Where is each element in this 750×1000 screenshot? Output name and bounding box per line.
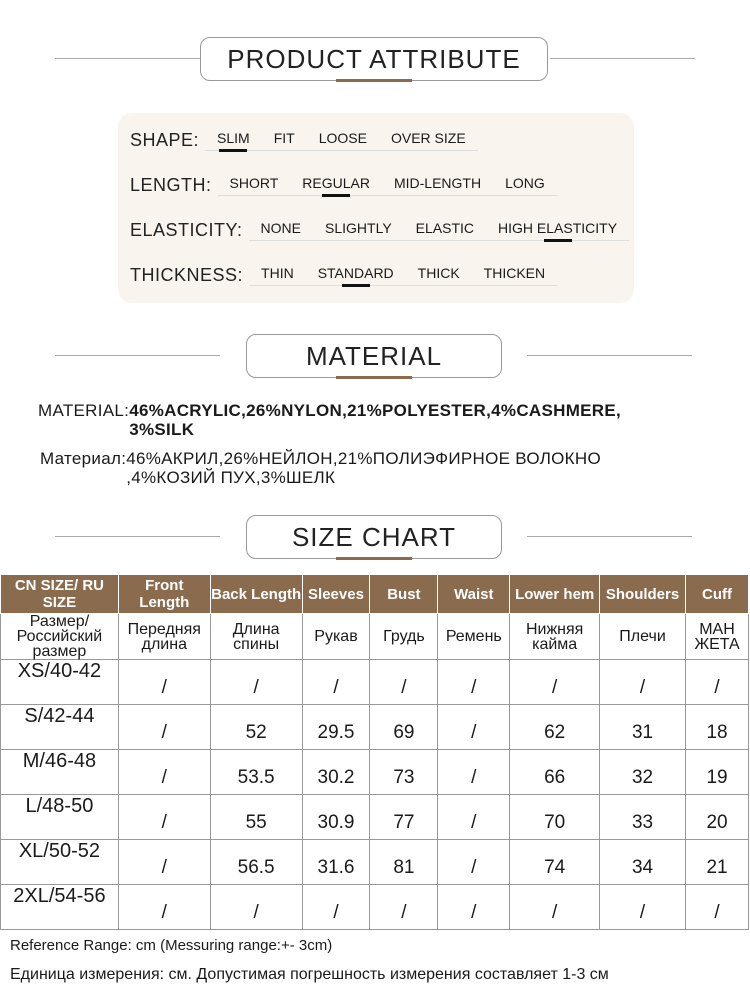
table-cell: / [438,885,510,930]
table-row [1,750,749,795]
attribute-option: LOOSE [318,130,367,146]
table-cell: 77 [370,795,438,840]
table-cell: / [118,660,210,705]
table-row [1,840,749,885]
section-header-size-chart [0,515,750,559]
table-cell: / [600,660,686,705]
attribute-options [218,175,557,196]
divider [527,355,692,356]
attribute-option: THICKEN [483,265,546,281]
table-cell: XS/40-42 [1,660,119,705]
table-cell: S/42-44 [1,705,119,750]
attribute-label: ELASTICITY: [130,220,243,240]
table-cell: Плечи [600,614,686,660]
table-cell: 55 [210,795,302,840]
table-cell: 34 [600,840,686,885]
table-cell: / [438,840,510,885]
attribute-option: SLIM [217,130,250,146]
attribute-panel [118,113,634,303]
table-cell: 32 [600,750,686,795]
material-ru [40,449,666,487]
table-cell: 30.2 [302,750,370,795]
footer-note-en: Reference Range: cm (Messuring range:+- 3cm) [10,937,333,954]
table-cell: 20 [686,795,749,840]
table-cell: 56.5 [210,840,302,885]
attribute-option: NONE [260,220,301,236]
attribute-row [130,256,557,286]
table-cell: / [600,885,686,930]
table-cell: CN SIZE/ RU SIZE [1,575,119,614]
size-chart-table [0,574,749,930]
table-cell: 29.5 [302,705,370,750]
attribute-row [130,121,478,151]
table-cell: / [510,885,600,930]
attribute-option: FIT [273,130,295,146]
attribute-option: ELASTIC [415,220,475,236]
attribute-label: LENGTH: [130,175,212,195]
material-value: 46%ACRYLIC,26%NYLON,21%POLYESTER,4%CASHMERE, 3%SILK [129,401,622,439]
table-cell: 52 [210,705,302,750]
table-cell: Рукав [302,614,370,660]
table-cell: / [686,660,749,705]
table-cell: 31 [600,705,686,750]
table-cell: 70 [510,795,600,840]
table-cell: Длина спины [210,614,302,660]
table-cell: / [370,885,438,930]
section-header-attribute [0,37,750,81]
table-cell: / [686,885,749,930]
divider [55,58,200,59]
table-cell: 81 [370,840,438,885]
table-cell: 31.6 [302,840,370,885]
table-cell: / [438,705,510,750]
material-en [38,401,669,439]
attribute-option: REGULAR [302,175,370,191]
table-cell: Bust [370,575,438,614]
table-cell: / [118,750,210,795]
table-header-row-ru [1,614,749,660]
section-title: PRODUCT ATTRIBUTE [227,43,521,74]
table-cell: Waist [438,575,510,614]
divider [550,58,695,59]
table-cell: / [118,840,210,885]
table-row [1,660,749,705]
attribute-label: THICKNESS: [130,265,244,285]
table-cell: / [210,660,302,705]
table-cell: 69 [370,705,438,750]
footer-note-ru: Единица измерения: см. Допустимая погрешность измерения составляет 1-3 см [10,966,609,983]
table-cell: / [510,660,600,705]
table-cell: Грудь [370,614,438,660]
table-cell: 62 [510,705,600,750]
table-cell: 74 [510,840,600,885]
table-row [1,885,749,930]
table-cell: L/48-50 [1,795,119,840]
attribute-option: THIN [261,265,294,281]
table-cell: Sleeves [302,575,370,614]
table-cell: Back Length [210,575,302,614]
attribute-options [205,130,478,151]
table-cell: МАН ЖЕТА [686,614,749,660]
section-header-material [0,334,750,378]
table-cell: / [210,885,302,930]
table-row [1,705,749,750]
table-cell: / [118,885,210,930]
table-cell: 18 [686,705,749,750]
section-title: MATERIAL [305,340,443,371]
table-cell: 21 [686,840,749,885]
attribute-option: HIGH ELASTICITY [498,220,618,236]
table-cell: / [438,795,510,840]
table-cell: Cuff [686,575,749,614]
table-row [1,795,749,840]
material-label: MATERIAL: [38,401,130,420]
table-cell: XL/50-52 [1,840,119,885]
attribute-option: OVER SIZE [390,130,466,146]
table-cell: 53.5 [210,750,302,795]
table-cell: 73 [370,750,438,795]
material-label-ru: Материал: [40,449,127,468]
table-header-row [1,575,749,614]
attribute-label: SHAPE: [130,130,200,150]
table-cell: 66 [510,750,600,795]
table-cell: 19 [686,750,749,795]
table-cell: / [118,795,210,840]
attribute-row [130,166,557,196]
attribute-row [130,211,629,241]
table-cell: / [302,885,370,930]
table-cell: Передняя длина [118,614,210,660]
attribute-option: THICK [417,265,460,281]
table-cell: M/46-48 [1,750,119,795]
table-cell: / [118,705,210,750]
attribute-option: LONG [505,175,545,191]
attribute-option: SLIGHTLY [325,220,392,236]
material-value-ru: 46%АКРИЛ,26%НЕЙЛОН,21%ПОЛИЭФИРНОЕ ВОЛОКНО ,4%КОЗИЙ ПУХ,3%ШЕЛК [126,449,601,487]
attribute-options [249,265,557,286]
table-cell: 33 [600,795,686,840]
divider [55,536,220,537]
table-cell: Ремень [438,614,510,660]
table-cell: 30.9 [302,795,370,840]
table-cell: 2XL/54-56 [1,885,119,930]
table-cell: Нижняя кайма [510,614,600,660]
attribute-option: MID-LENGTH [393,175,482,191]
table-cell: Lower hem [510,575,600,614]
table-cell: / [438,660,510,705]
table-cell: / [302,660,370,705]
divider [55,355,220,356]
table-cell: Front Length [118,575,210,614]
section-title: SIZE CHART [291,521,457,552]
attribute-option: SHORT [229,175,279,191]
table-cell: Shoulders [600,575,686,614]
attribute-options [249,220,630,241]
divider [527,536,692,537]
attribute-option: STANDARD [317,265,394,281]
table-cell: / [438,750,510,795]
table-cell: / [370,660,438,705]
table-cell: Размер/ Российский размер [1,614,119,660]
